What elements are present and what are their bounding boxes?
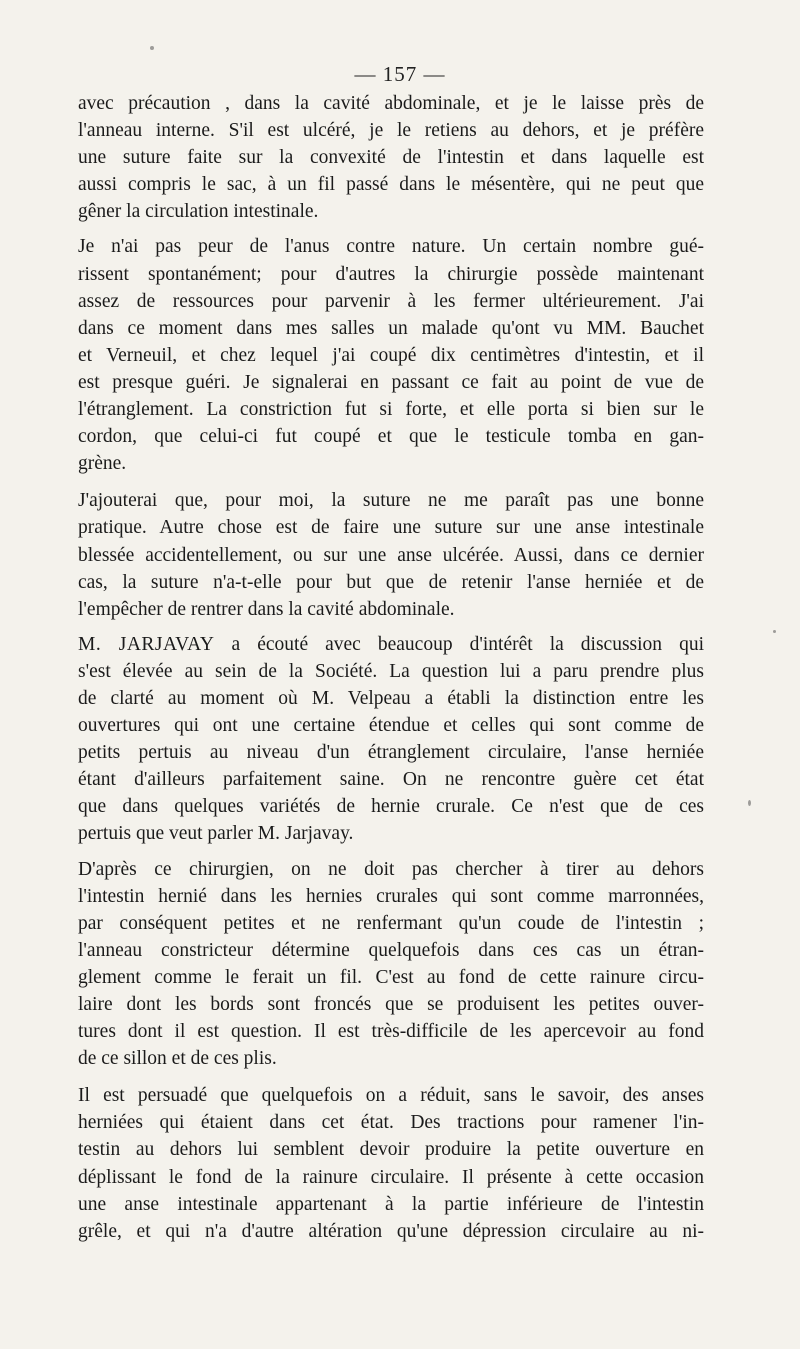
text-line: et Verneuil, et chez lequel j'ai coupé dix centimètres d'intestin, et il (78, 344, 704, 366)
text-line: ouvertures qui ont une certaine étendue et celles qui sont comme de (78, 715, 704, 737)
text-line: gêner la circulation intestinale. (78, 201, 319, 223)
text-line: Il est persuadé que quelquefois on a réduit, sans le savoir, des anses (78, 1085, 704, 1107)
text-line: l'anneau interne. S'il est ulcéré, je le retiens au dehors, et je préfère (78, 120, 704, 142)
text-line: par conséquent petites et ne renfermant qu'un coude de l'intestin ; (78, 912, 704, 934)
text-line: laire dont les bords sont froncés que se produisent les petites ouver- (78, 994, 704, 1015)
text-line: avec précaution , dans la cavité abdominale, et je le laisse près de (78, 93, 704, 114)
text-line: de clarté au moment où M. Velpeau a établi la distinction entre les (78, 687, 704, 709)
text-line: aussi compris le sac, à un fil passé dans le mésentère, qui ne peut que (78, 174, 704, 196)
paragraph-2 (78, 233, 704, 477)
text-line: rissent spontanément; pour d'autres la chirurgie possède maintenant (78, 263, 704, 285)
text-line: D'après ce chirurgien, on ne doit pas chercher à tirer au dehors (78, 858, 704, 880)
page-number: — 157 — (354, 62, 446, 86)
paragraph-1 (78, 90, 704, 225)
text-line: une anse intestinale appartenant à la partie inférieure de l'intestin (78, 1193, 704, 1215)
text-line: petits pertuis au niveau d'un étranglement circulaire, l'anse herniée (78, 742, 704, 764)
text-line: tures dont il est question. Il est très-difficile de les apercevoir au fond (78, 1021, 704, 1043)
text-line: grène. (78, 453, 127, 475)
text-line: une suture faite sur la convexité de l'intestin et dans laquelle est (78, 147, 704, 169)
paragraph-6 (78, 1082, 704, 1245)
text-line: l'intestin hernié dans les hernies crurales qui sont comme marronnées, (78, 885, 704, 907)
text-line: cordon, que celui-ci fut coupé et que le testicule tomba en gan- (78, 426, 704, 448)
text-line: déplissant le fond de la rainure circulaire. Il présente à cette occasion (78, 1166, 704, 1188)
text-line: est presque guéri. Je signalerai en passant ce fait au point de vue de (78, 371, 704, 393)
text-line: que dans quelques variétés de hernie crurale. Ce n'est que de ces (78, 796, 704, 818)
print-speck (773, 630, 776, 633)
body-text (78, 90, 704, 1245)
text-line: dans ce moment dans mes salles un malade qu'ont vu MM. Bauchet (78, 317, 704, 339)
text-line: herniées qui étaient dans cet état. Des tractions pour ramener l'in- (78, 1112, 704, 1134)
text-line: glement comme le ferait un fil. C'est au fond de cette rainure circu- (78, 966, 704, 988)
text-line: testin au dehors lui semblent devoir produire la petite ouverture en (78, 1139, 704, 1161)
text-line: assez de ressources pour parvenir à les fermer ultérieurement. J'ai (78, 290, 704, 312)
text-line (78, 631, 704, 658)
text-line: de ce sillon et de ces plis. (78, 1048, 277, 1070)
text-line: l'étranglement. La constriction fut si forte, et elle porta si bien sur le (78, 399, 704, 421)
text-line: l'anneau constricteur détermine quelquefois dans ces cas un étran- (78, 939, 704, 961)
speaker-name: M. JARJAVAY (78, 633, 215, 655)
paragraph-3 (78, 487, 704, 622)
text-line: s'est élevée au sein de la Société. La question lui a paru prendre plus (78, 660, 704, 682)
print-speck (150, 46, 154, 50)
paragraph-5 (78, 856, 704, 1073)
text-line-rest: a écouté avec beaucoup d'intérêt la discussion qui (214, 633, 704, 655)
text-line: grêle, et qui n'a d'autre altération qu'une dépression circulaire au ni- (78, 1220, 704, 1242)
text-line: étant d'ailleurs parfaitement saine. On ne rencontre guère cet état (78, 769, 704, 791)
text-line: J'ajouterai que, pour moi, la suture ne me paraît pas une bonne (78, 490, 704, 512)
text-line: l'empêcher de rentrer dans la cavité abdominale. (78, 598, 455, 620)
text-line: blessée accidentellement, ou sur une anse ulcérée. Aussi, dans ce dernier (78, 544, 704, 566)
print-speck (748, 800, 751, 806)
text-line: cas, la suture n'a-t-elle pour but que de retenir l'anse herniée et de (78, 571, 704, 593)
text-line: pertuis que veut parler M. Jarjavay. (78, 823, 354, 845)
text-line: pratique. Autre chose est de faire une suture sur une anse intestinale (78, 517, 704, 539)
text-line: Je n'ai pas peur de l'anus contre nature. Un certain nombre gué- (78, 236, 704, 258)
paragraph-4 (78, 631, 704, 848)
